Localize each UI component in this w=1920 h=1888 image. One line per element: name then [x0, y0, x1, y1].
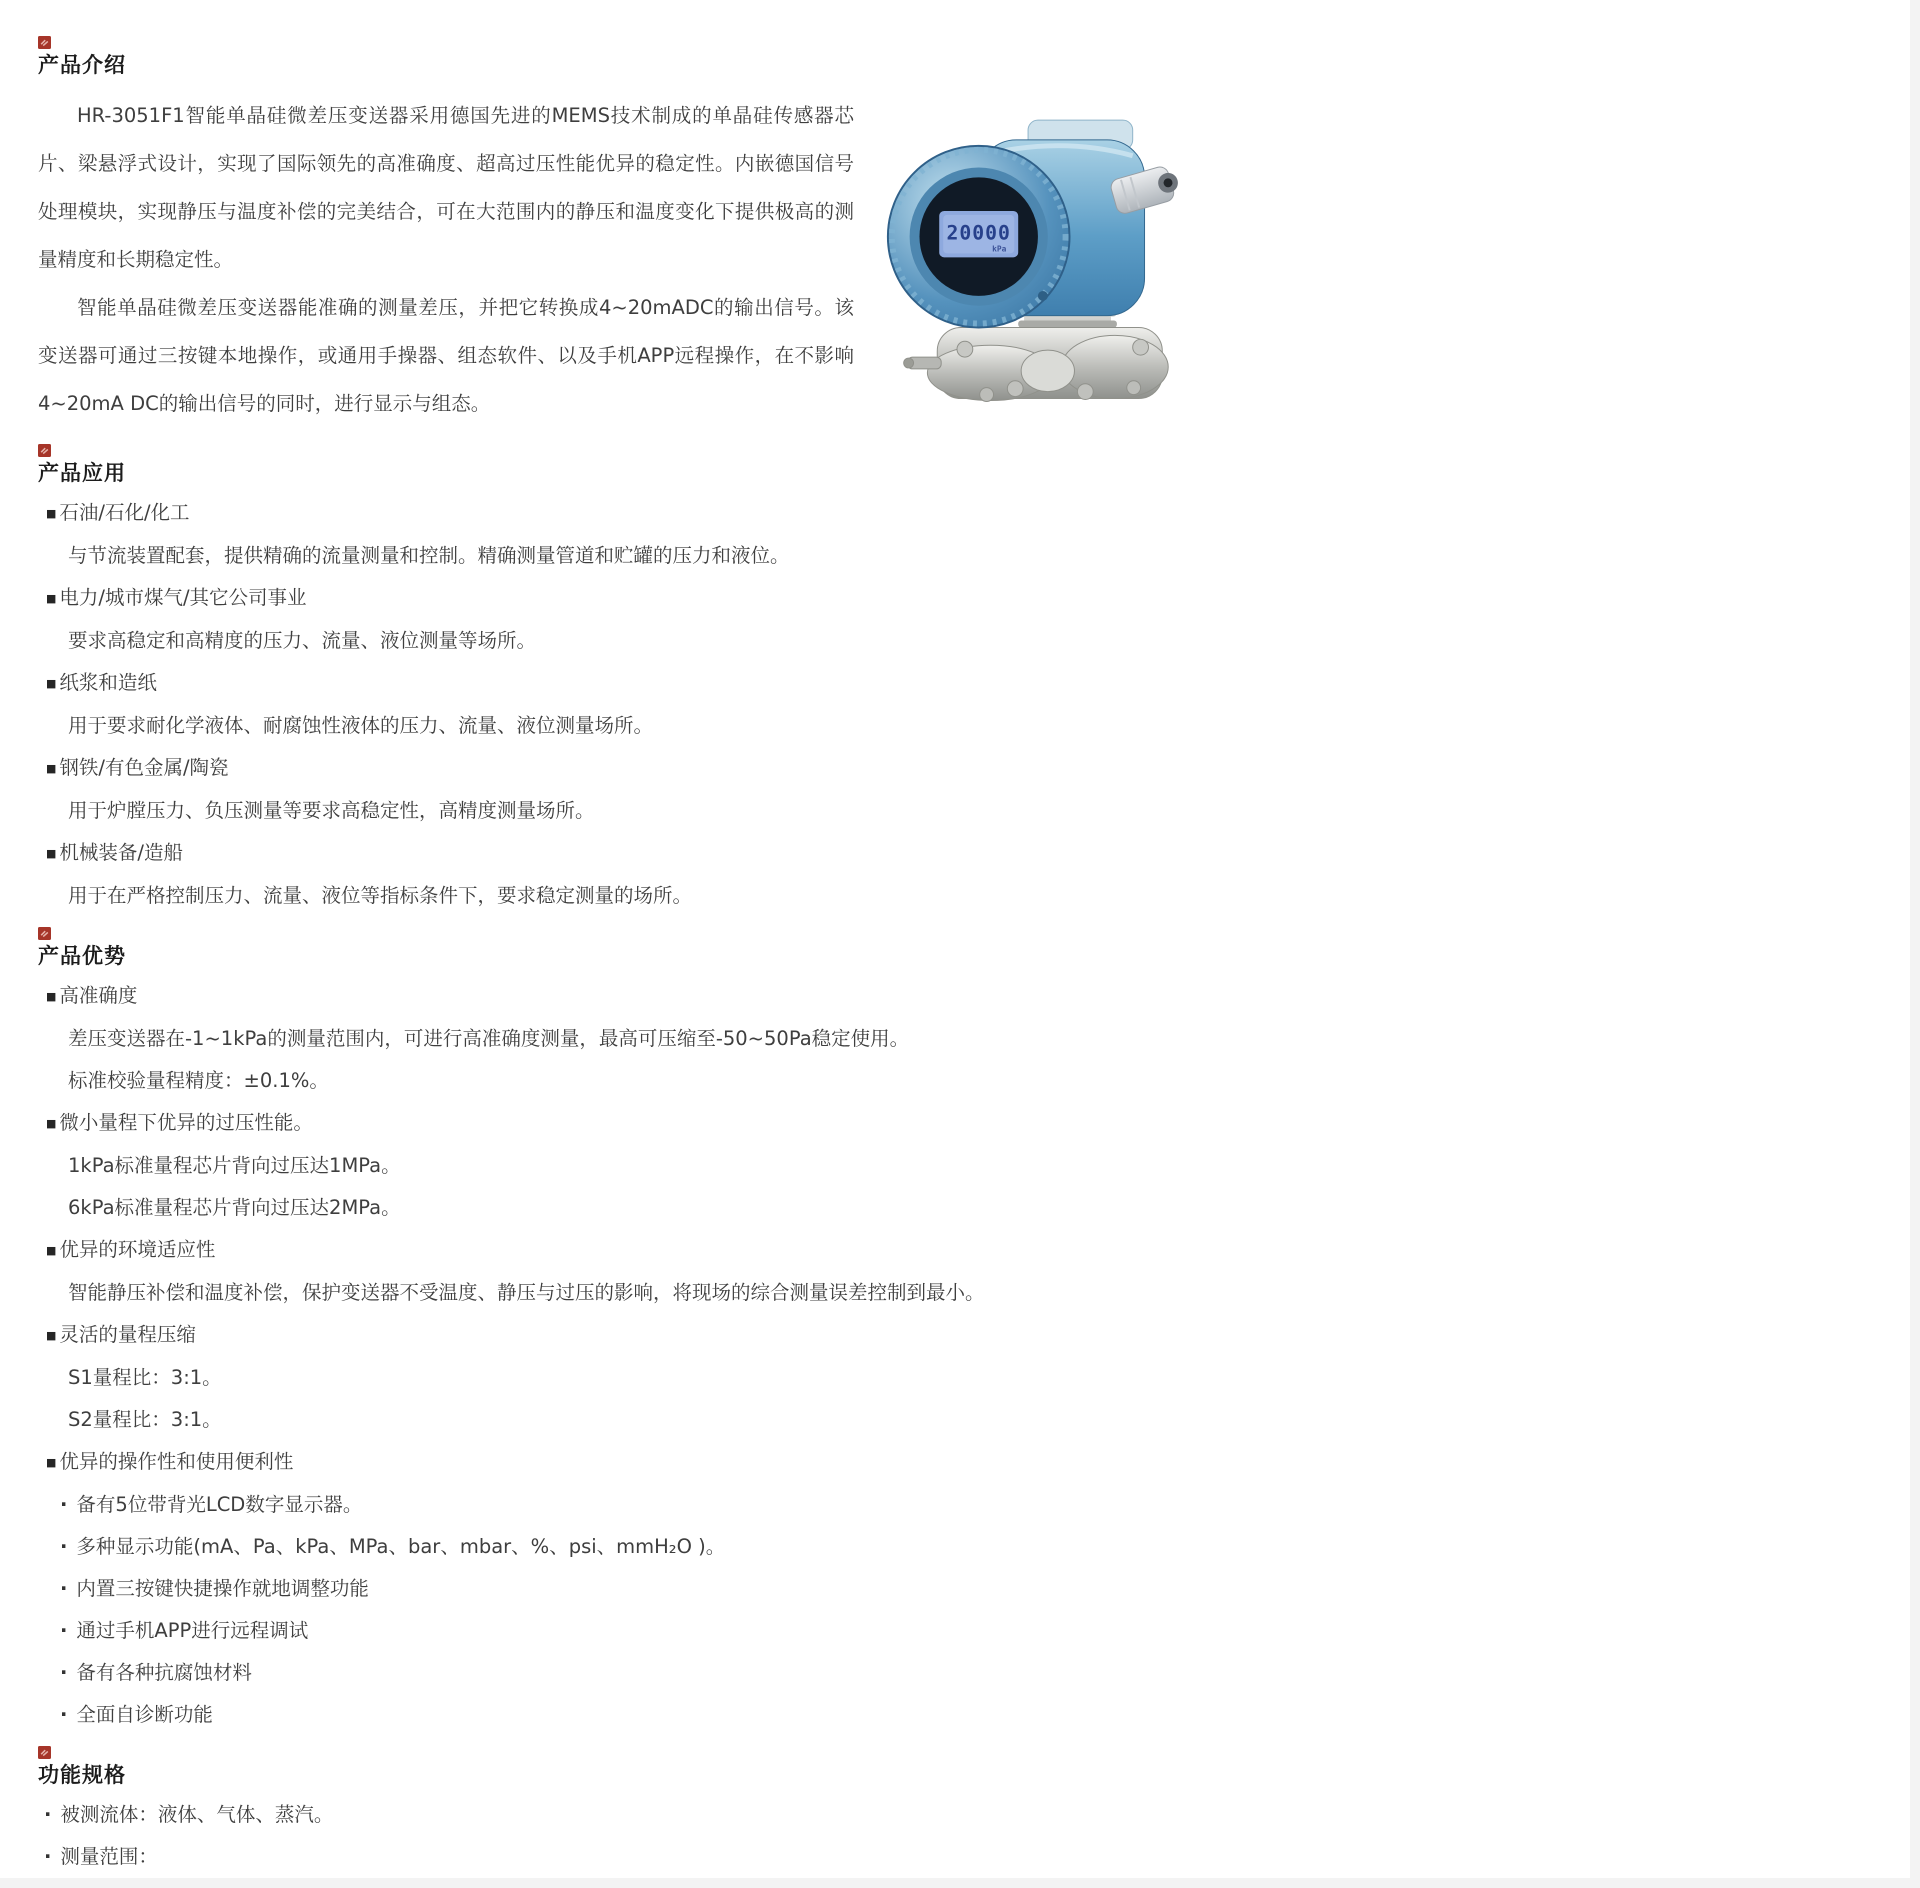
advantage-heading: ■ 高准确度: [46, 983, 1186, 1009]
advantage-detail: 标准校验量程精度：±0.1%。: [68, 1069, 329, 1092]
section-marker-icon: [38, 925, 51, 938]
application-desc: 用于在严格控制压力、流量、液位等指标条件下，要求稳定测量的场所。: [68, 884, 693, 907]
section-title-intro: 产品介绍: [38, 53, 126, 77]
section-specs: [38, 1744, 1186, 1869]
section-advantages: [38, 925, 1186, 1727]
spec-item: · 被测流体：液体、气体、蒸汽。: [44, 1802, 1186, 1827]
advantage-feature: · 通过手机APP进行远程调试: [60, 1618, 1186, 1643]
lcd-value: 20000: [946, 221, 1011, 245]
intro-paragraph-2: 智能单晶硅微差压变送器能准确的测量差压，并把它转换成4~20mADC的输出信号。该变送器可通过三按键本地操作，或通用手操器、组态软件、以及手机APP远程操作，在不影响4~20mA DC的输出信号的同时，进行显示与组态。: [38, 296, 854, 415]
page-edge-right: [1910, 0, 1920, 1888]
advantage-heading: ■ 微小量程下优异的过压性能。: [46, 1110, 1186, 1136]
flange-body: [904, 327, 1169, 401]
advantage-detail: 智能静压补偿和温度补偿，保护变送器不受温度、静压与过压的影响，将现场的综合测量误差控制到最小。: [68, 1281, 985, 1304]
application-desc: 要求高稳定和高精度的压力、流量、液位测量等场所。: [68, 629, 537, 652]
display-bezel: [888, 146, 1070, 328]
advantage-heading: ■ 优异的环境适应性: [46, 1237, 1186, 1263]
application-category: ■ 电力/城市煤气/其它公司事业: [46, 585, 1186, 611]
transmitter-illustration: [880, 92, 1186, 404]
application-category: ■ 机械装备/造船: [46, 840, 1186, 866]
application-category: ■ 钢铁/有色金属/陶瓷: [46, 755, 1186, 781]
advantage-detail: 差压变送器在-1~1kPa的测量范围内，可进行高准确度测量，最高可压缩至-50~50Pa稳定使用。: [68, 1027, 910, 1050]
intro-paragraph-1: HR-3051F1智能单晶硅微差压变送器采用德国先进的MEMS技术制成的单晶硅传感器芯片、梁悬浮式设计，实现了国际领先的高准确度、超高过压性能优异的稳定性。内嵌德国信号处理模块，实现静压与温度补偿的完美结合，可在大范围内的静压和温度变化下提供极高的测量精度和长期稳定性。: [38, 104, 854, 271]
advantage-heading: ■ 灵活的量程压缩: [46, 1322, 1186, 1348]
advantage-detail: 6kPa标准量程芯片背向过压达2MPa。: [68, 1196, 401, 1219]
section-marker-icon: [38, 442, 51, 455]
advantage-detail: S1量程比：3:1。: [68, 1366, 222, 1389]
advantage-heading: ■ 优异的操作性和使用便利性: [46, 1449, 1186, 1475]
section-title-advantages: 产品优势: [38, 944, 126, 968]
section-title-specs: 功能规格: [38, 1763, 126, 1787]
spec-item: · 测量范围：: [44, 1844, 1186, 1869]
product-photo: [880, 92, 1186, 404]
application-desc: 与节流装置配套，提供精确的流量测量和控制。精确测量管道和贮罐的压力和液位。: [68, 544, 790, 567]
advantage-feature: · 内置三按键快捷操作就地调整功能: [60, 1576, 1186, 1601]
page-edge-bottom: [0, 1878, 1920, 1888]
application-category: ■ 石油/石化/化工: [46, 500, 1186, 526]
advantage-feature: · 备有5位带背光LCD数字显示器。: [60, 1492, 1186, 1517]
application-category: ■ 纸浆和造纸: [46, 670, 1186, 696]
advantage-feature: · 全面自诊断功能: [60, 1702, 1186, 1727]
advantage-feature: · 多种显示功能(mA、Pa、kPa、MPa、bar、mbar、%、psi、mmH₂O )。: [60, 1534, 1186, 1559]
application-desc: 用于要求耐化学液体、耐腐蚀性液体的压力、流量、液位测量场所。: [68, 714, 654, 737]
advantage-detail: S2量程比：3:1。: [68, 1408, 222, 1431]
advantage-detail: 1kPa标准量程芯片背向过压达1MPa。: [68, 1154, 401, 1177]
application-desc: 用于炉膛压力、负压测量等要求高稳定性，高精度测量场所。: [68, 799, 595, 822]
advantage-feature: · 备有各种抗腐蚀材料: [60, 1660, 1186, 1685]
section-marker-icon: [38, 34, 51, 47]
section-applications: [38, 442, 1186, 908]
section-marker-icon: [38, 1744, 51, 1757]
lcd-unit: kPa: [992, 244, 1007, 254]
section-title-applications: 产品应用: [38, 461, 126, 485]
section-intro: [38, 34, 1186, 428]
